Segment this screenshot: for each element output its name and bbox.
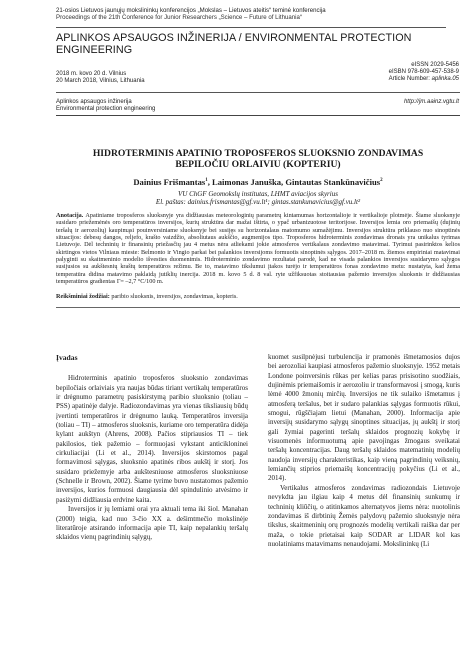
subjournal-name-lt: Aplinkos apsaugos inžinerija [56,99,132,105]
abstract-divider [56,307,460,308]
author-3-marker: 2 [380,178,383,183]
body-column-right [268,353,460,549]
article-number-label: Article Number: [388,76,430,83]
journal-title [56,32,474,56]
conference-name-en: Proceedings of the 21th Conference for Junior Researchers „Science – Future of Lithuania“ [56,14,302,22]
body-paragraph: kuomet susilpnėjusi turbulencija ir pramonės išmetamosios dujos bei aerozoliai kaupiasi atmosferos pažemio sluoksnyje. 1952 metais Londone poinversinis rūkas per kelias paras prisisotino suodžiais, dujinėmis priemaišomis ir aerozoliu ir transformavosi į smogą, kuris lėmė 4000 žmonių mirčių. Inversijos ne tik sulaiko išmetamus į atmosferą teršalus, bet ir sudaro palankias sąlygas formuotis rūkui, smogui, rūgščiajam lietui (Manahan, 2000). Informacija apie inversijų susidarymo sąlygų sinoptines situacijas, jų aukštį ir storį gali žymiai pagerinti teršalų sklaidos prognozių kokybę ir visuomenės informuotumą apie pavojingas žmogaus sveikatai teršalų koncentracijas. Daug teršalų sklaidos matematinių modelių naudoja inversijų charakteristikas, kaip vieną pagrindinių veiksnių, lemiančių stiprios priemaišų koncentracijų pokyčius (Li et al., 2014). [268,353,460,483]
paper-title-line1: HIDROTERMINIS APATINIO TROPOSFEROS SLUOKSNIO ZONDAVIMAS [92,148,424,159]
keywords-label: Reikšminiai žodžiai: [56,293,110,300]
body-paragraph: Inversijos ir jų lemiami orai yra aktuali tema iki šiol. Manahan (2000) teigia, kad nuo 3-čio XX a. dešimtmečio mokslinėje literatūroje atsirando informacija apie TI, kaip nepalankių teršalų sklaidos vienų pagrindinių sąlygų, [56,505,248,542]
journal-title-line1: APLINKOS APSAUGOS INŽINERIJA / ENVIRONMENTAL PROTECTION [56,32,412,44]
author-1-marker: 1 [205,178,208,183]
author-3: Gintautas Stankūnavičius [285,176,381,187]
author-2: Laimonas Januška [212,176,282,187]
journal-url[interactable]: http://jm.aainz.vgtu.lt [403,99,459,105]
conference-header [56,7,446,22]
affiliation-institution: VU ChGF Geomokslų institutas, LHMT aviacijos skyrius [178,190,338,198]
publication-identifiers [389,62,459,84]
abstract-text: Apatiniame troposferos sluoksnyje yra didžiausias meteorologinių parametrų kintamumas horizontalioje ir vertikalioje plotmėje. Šiame sluoksnyje susidaro priežemėnės oro temperatūros inversijos, kurių struktūra dar mažai ištirta, o ypač urbanizuotose teritorijose. Inversijos lemia oro priemaišų (dujinių teršalų ir aerozolių) kaupimąsi pouinversiniame sluoksnyje bei susijęs su horizontalaus matomumo sumažėjimu. Inversijos struktūra priklauso nuo sinoptinės situacijos: debesų dangos, reljefo, krašto vaizdžio, absoliutaus aukščio, augmenijos tipo. Troposferos hidroterminis zondavimas dronais yra unikalus tyrimas Lietuvoje. Dėl techninių ir finansinių priežasčių jau 4 metus nėra atliekami jokie atmosferos vertikalaus zondavimo matavimai. Tyrimui pasirinktos kelios skirtingos vietos Vilniaus mieste: Belmonto ir Vingio parkai bei palankios inversijoms formuotis sinoptinės sąlygos. 2017–2018 m. žiemos empiriniai matavimai palyginti su skaitmeninio modelio išvesties duomenimis. Hidroterminio zondavimo rezultatai parodė, kad ne visada palankios inversijos susidarymo sąlygos susijusios su aukštesnių kraštų temperatūros režimu. Be to, matavimo tikslumui įtakos turėjo ir temperatūros fonas zondavimo metu: nustatyta, kad žema temperatūra didina matavimo paklaidą jutiklių inercija. 2018 m. kovo 5 d. 8 val. ryte užfiksuotas stoitausias pažemio inversijos sluoksnis ir didžiausias temperatūros gradientas Γ= –2,7 °C/100 m. [56,212,460,286]
meta-divider [56,92,460,93]
paper-title [56,148,460,170]
conference-date [56,71,145,85]
body-paragraph: Vertikalus atmosferos zondavimas radiozondais Lietuvoje nevykdta jau ilgiau kaip 4 metus dėl finansinių sunkumų ir techninių kliūčių, o atitinkamos alternatyvos jiems nėra: nuotolinis zondavimas iš dirbtinių Žemės palydovų pažemio sluoksnyje nėra tikslus, skaitmeninių orų prognozės modelių vertikali raiška dar per maža, o tokie prietaisai kaip SODAR ar LIDAR kol kas nuolatiniams matavimams nenaudojami. Mokslininkų (Li [268,483,460,548]
journal-title-line2: ENGINEERING [56,44,133,56]
abstract-label: Anotacija. [56,212,84,219]
author-1: Dainius Frišmantas [133,176,206,187]
header-divider [56,115,460,116]
conference-name-lt: 21-osios Lietuvos jaunųjų mokslininkų konferencijos „Mokslas – Lietuvos ateitis“ teminė konferencija [56,7,326,14]
eisbn: eISBN 978-609-457-538-9 [388,69,459,76]
article-number-value: aplinka.05 [431,76,459,83]
body-column-left [56,353,248,543]
body-paragraph: Hidroterminis apatinio troposferos sluoksnio zondavimas bepiločiais orlaiviais yra naujas būdas tiriant vertikalų temperatūros ir drėgnumo parametrų pasiskirstymą paribio sluoksnio (toliau – PSS) apatinėje dalyje. Radiozondavimas yra vienas tiksliausių būdų įvertinti temperatūros ir drėgnumo lauką. Temperatūros inversija (toliau – TI) – atmosferos sluoksnis, kuriame oro temperatūra didėja kylant aukštyn (Ahrens, 2008). Pačios stipriausios TI – tiek pakilosios, tiek pažemio – formuojasi vykstant anticikloninei cirkuliacijai (Li et al., 2014). Inversijos skirstomos pagal formavimosi sąlygas, sluoksnio apatinės ribos aukštį ir storį. Jos susidaro priežemyje arba aukštesniuose atmosferos sluoksniuose (Schnelle ir Brown, 2002). Šiame tyrime buvo nustatomos pažemio inversijos, kurios formuosi daugiausia dėl spindulinio atvėsimo ir pasiżymi didžiausia erdvine kaita. [56,374,248,504]
affiliation [56,190,460,207]
conference-date-lt: 2018 m. kovo 20 d. Vilnius [56,71,127,77]
subjournal-name [56,99,155,113]
eissn: eISSN 2029-5456 [411,62,459,68]
section-heading-introduction: Įvadas [56,353,78,362]
abstract [56,212,460,285]
subjournal-name-en: Environmental protection engineering [56,105,156,112]
authors: Dainius Frišmantas$^1$, Laimonas Januška, Gintautas Stankūnavičius$^2$ [133,176,383,187]
paper-title-line2: BEPILOČIU ORLAIVIU (KOPTERIU) [175,159,341,170]
article-number [389,76,459,83]
conference-date-en: 20 March 2018, Vilnius, Lithuania [56,78,145,85]
keywords [56,293,460,300]
conference-divider [56,27,446,28]
keywords-text: paribio sluoksnis, inversijos, zondavimas, kopteris. [111,293,238,300]
affiliation-emails: El. paštas: dainius.frismantas@gf.vu.lt¹; gintas.stankunavicius@gf.vu.lt² [155,198,361,207]
